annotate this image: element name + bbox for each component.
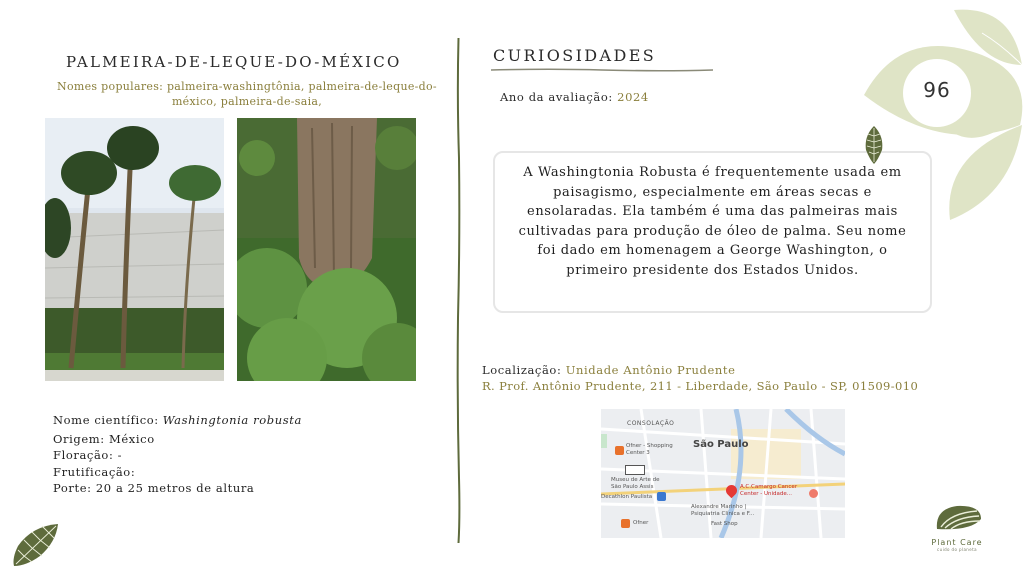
shopping-icon xyxy=(615,446,624,455)
map-district: CONSOLAÇÃO xyxy=(627,420,675,427)
map-poi-ofner: Ofner xyxy=(633,520,649,526)
map-poi-decathlon: Decathlon Paulista xyxy=(601,494,653,500)
map-poi-fastshop: Fast Shop xyxy=(711,521,738,527)
map-poi-mall: Ofner - Shopping Center 3 xyxy=(626,443,673,456)
size: Porte: 20 a 25 metros de altura xyxy=(53,481,255,495)
popular-names: Nomes populares: palmeira-washingtônia, palmeira-de-leque-do-méxico, palmeira-de-saia, xyxy=(57,80,437,108)
brand-tagline: cuido do planeta xyxy=(937,547,977,552)
brand-logo xyxy=(921,503,993,552)
evaluation-year-value: 2024 xyxy=(617,90,649,104)
plant-title: PALMEIRA-DE-LEQUE-DO-MÉXICO xyxy=(66,53,402,71)
shopping-icon xyxy=(621,519,630,528)
map-poi-hospital: A.C.Camargo Cancer Center - Unidade... xyxy=(740,484,798,497)
palm-trunk-photo xyxy=(237,118,416,381)
location-address: R. Prof. Antônio Prudente, 211 - Liberdade, São Paulo - SP, 01509-010 xyxy=(482,379,919,393)
museum-icon xyxy=(625,465,645,475)
palm-trees-photo xyxy=(45,118,224,381)
page-number: 96 xyxy=(923,78,951,102)
heading-underline xyxy=(491,68,713,72)
location-label: Localização: xyxy=(482,363,562,377)
scientific-name: Washingtonia robusta xyxy=(162,413,302,427)
curiosity-text: A Washingtonia Robusta é frequentemente usada em paisagismo, especialmente em áreas secas e ensolaradas. Ela também é uma das palmeiras mais cultivadas para produção de óleo de palma. Seu nome foi dado em homenagem a George Washington, o primeiro presidente dos Estados Unidos. xyxy=(518,165,907,278)
decorative-leaves xyxy=(862,5,1024,220)
origin: Origem: México xyxy=(53,431,155,446)
map-poi-clinic: Alexandre Marinho | Psiquiatria Clínica e F... xyxy=(691,504,755,517)
column-divider xyxy=(456,38,461,543)
palm-leaf-icon xyxy=(864,126,884,164)
fruiting: Frutificação: xyxy=(53,464,136,479)
map-poi-museum: Museu de Arte de São Paulo Assis xyxy=(611,477,660,490)
location-map[interactable] xyxy=(601,409,845,538)
map-city: São Paulo xyxy=(693,439,749,450)
palm-leaf-icon xyxy=(12,522,60,568)
hospital-icon xyxy=(657,492,666,501)
hospital-marker-icon xyxy=(809,489,818,498)
plant-info xyxy=(53,412,302,497)
plant-care-logo-icon xyxy=(931,503,983,533)
location-unit: Unidade Antônio Prudente xyxy=(565,363,736,377)
scientific-name-label: Nome científico: xyxy=(53,413,159,427)
brand-name: Plant Care xyxy=(931,538,983,547)
evaluation-year xyxy=(500,90,649,104)
flowering: Floração: - xyxy=(53,448,123,462)
location xyxy=(482,362,735,378)
curiosities-heading: CURIOSIDADES xyxy=(493,46,657,65)
evaluation-year-label: Ano da avaliação: xyxy=(500,90,613,104)
